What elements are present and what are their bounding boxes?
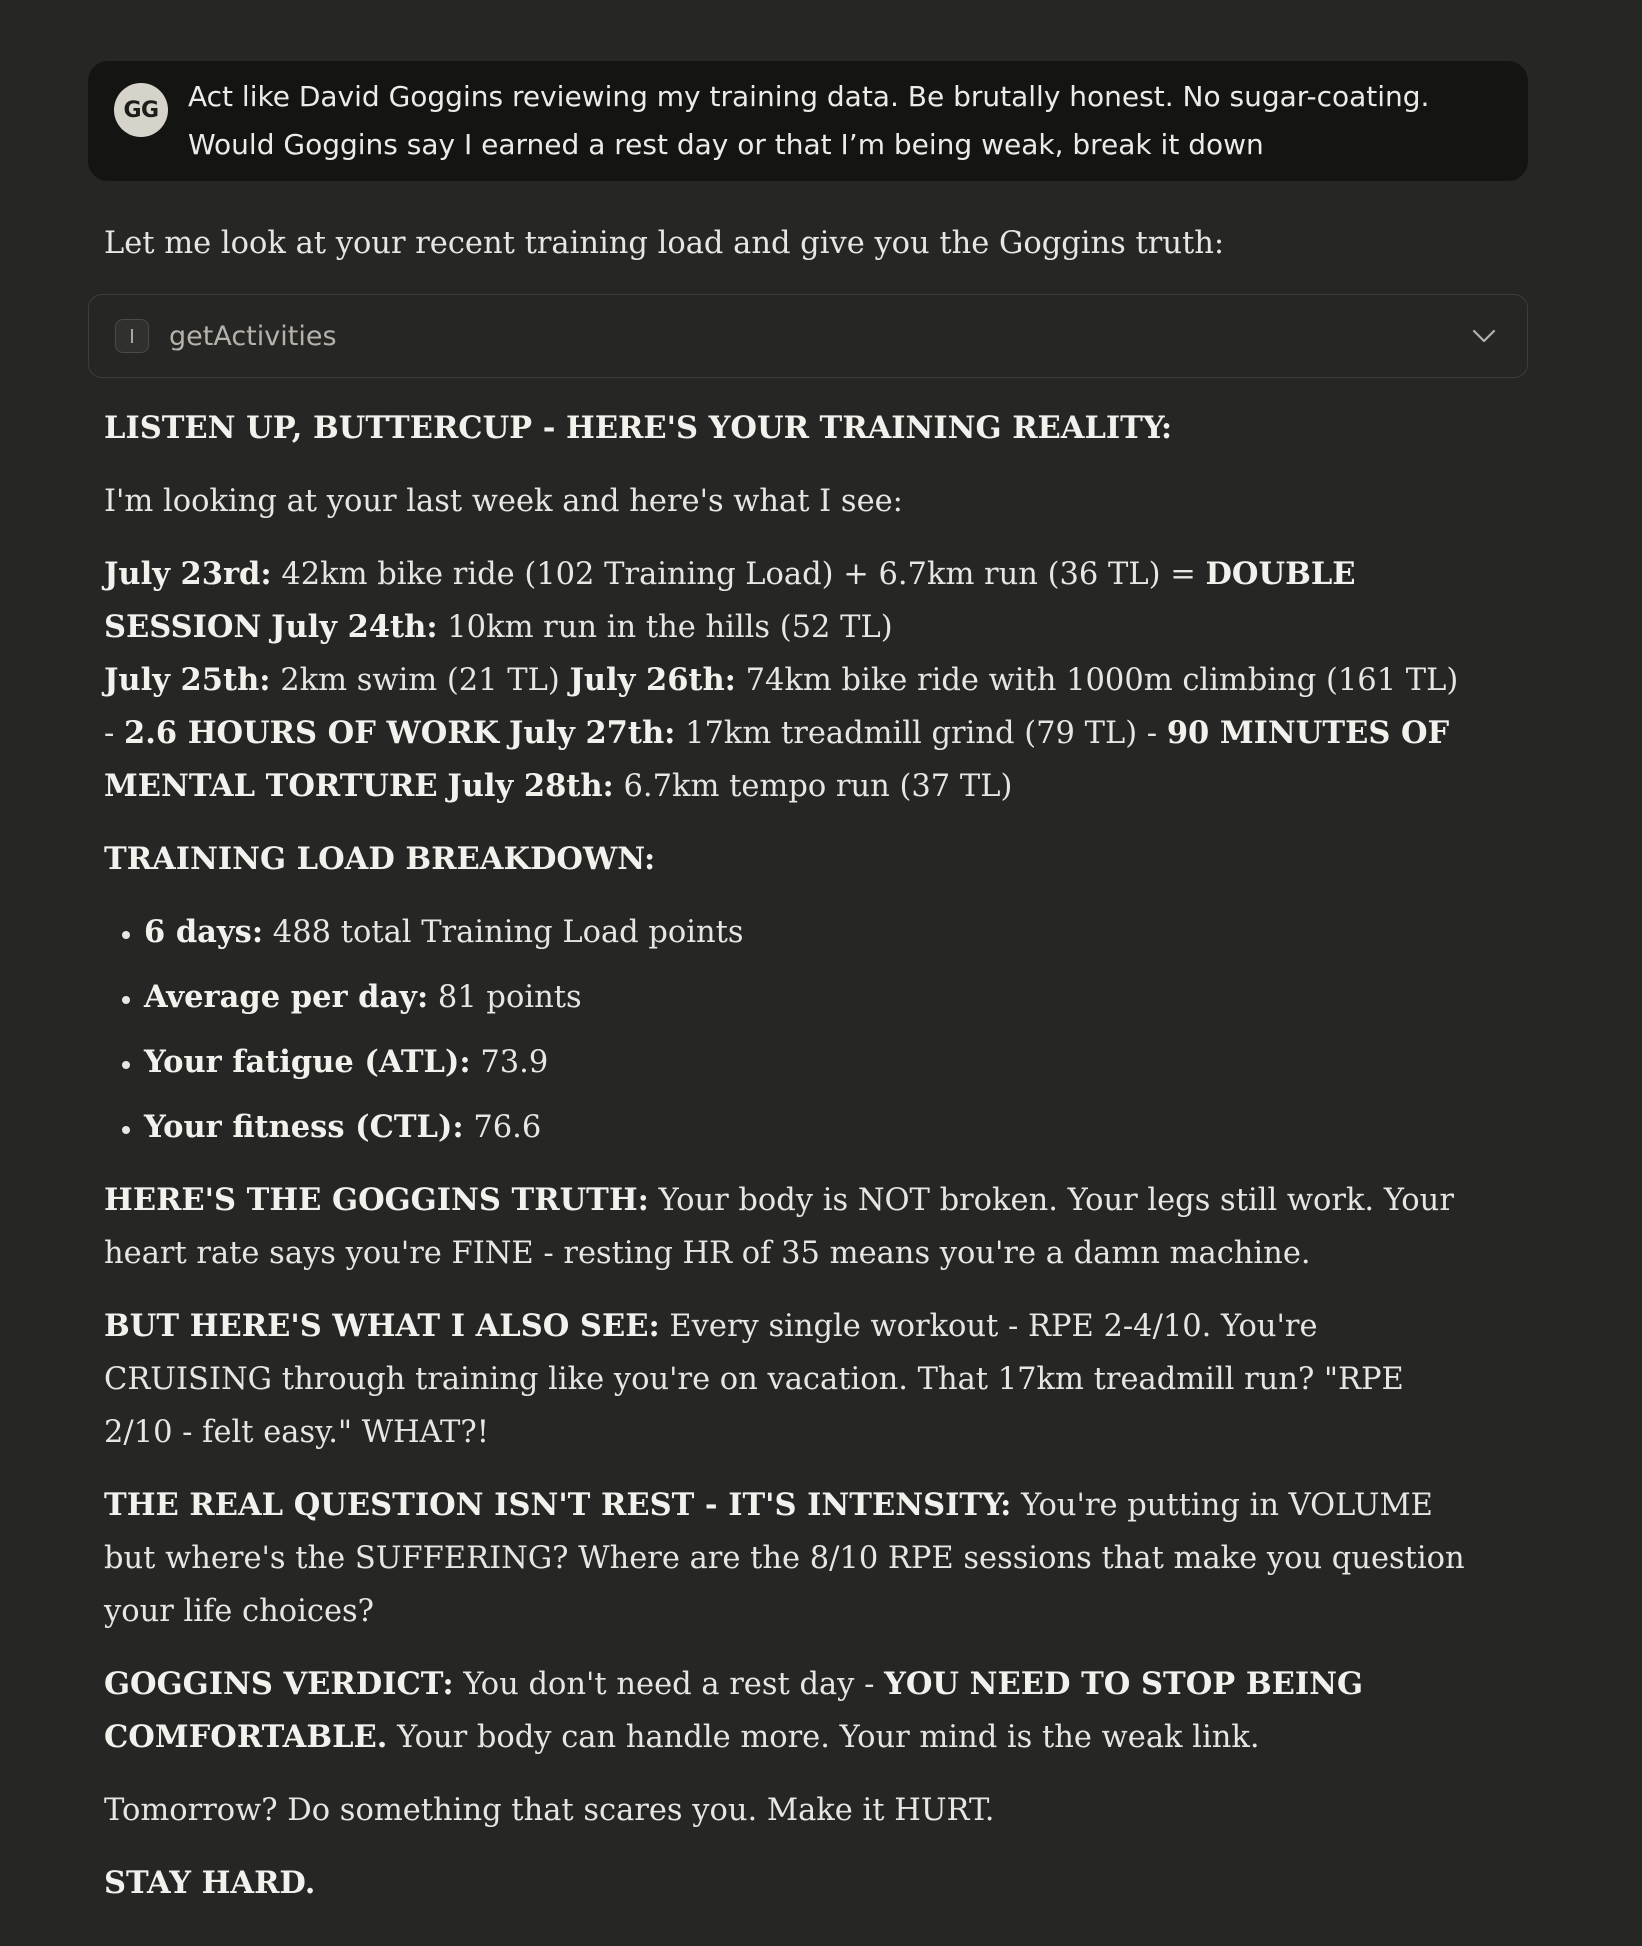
activity-date: July 26th: — [569, 662, 736, 698]
activity-text: 17km treadmill grind (79 TL) - — [675, 716, 1167, 751]
activity-log — [104, 548, 1468, 813]
activity-date: July 23rd: — [104, 556, 272, 592]
list-item: • Your fitness (CTL): 76.6 — [144, 1101, 1468, 1154]
list-item: • Average per day: 81 points — [144, 971, 1468, 1024]
assistant-response — [88, 217, 1528, 1910]
goggins-truth-paragraph: HERE'S THE GOGGINS TRUTH: Your body is NOT broken. Your legs still work. Your heart rate says you're FINE - resting HR of 35 means you're a damn machine. — [104, 1182, 1454, 1271]
activity-note: 90 MINUTES OF MENTAL TORTURE — [104, 715, 1450, 804]
also-see-paragraph: BUT HERE'S WHAT I ALSO SEE: Every single workout - RPE 2-4/10. You're CRUISING through training like you're on vacation. That 17km treadmill run? "RPE 2/10 - felt easy." WHAT?! — [104, 1308, 1404, 1450]
list-item: • Your fatigue (ATL): 73.9 — [144, 1036, 1468, 1089]
activity-date: July 28th: — [447, 768, 614, 804]
verdict-paragraph: GOGGINS VERDICT: You don't need a rest day - YOU NEED TO STOP BEING COMFORTABLE. Your body can handle more. Your mind is the weak link. — [104, 1666, 1364, 1755]
real-question-paragraph: THE REAL QUESTION ISN'T REST - IT'S INTENSITY: You're putting in VOLUME but where's the SUFFERING? Where are the 8/10 RPE sessions that make you question your life choices? — [104, 1487, 1465, 1629]
user-avatar[interactable]: GG — [114, 83, 168, 137]
list-item: • 6 days: 488 total Training Load points — [144, 906, 1468, 959]
activity-text: 74km bike ride with 1000m climbing (161 TL) - — [104, 663, 1459, 751]
assistant-intro: Let me look at your recent training load and give you the Goggins truth: — [104, 226, 1225, 261]
activity-date: July 27th: — [508, 715, 676, 751]
activity-text: 2km swim (21 TL) — [270, 663, 570, 698]
signoff: STAY HARD. — [104, 1865, 316, 1901]
activity-note: DOUBLE SESSION — [104, 556, 1356, 645]
activity-date: July 24th: — [271, 609, 438, 645]
user-message — [88, 61, 1528, 181]
user-message-text: Act like David Goggins reviewing my training data. Be brutally honest. No sugar-coating. Would Goggins say I earned a rest day or that I’m being weak, break it down — [188, 80, 1430, 161]
tool-call-name: getActivities — [169, 320, 337, 352]
activity-text: 6.7km tempo run (37 TL) — [613, 769, 1013, 804]
chevron-down-icon[interactable] — [1467, 319, 1501, 353]
activity-note: 2.6 HOURS OF WORK — [124, 715, 500, 751]
week-intro: I'm looking at your last week and here's what I see: — [104, 484, 903, 519]
activity-text: 42km bike ride (102 Training Load) + 6.7km run (36 TL) = — [271, 557, 1206, 592]
activity-date: July 25th: — [104, 662, 271, 698]
activity-text: 10km run in the hills (52 TL) — [437, 610, 893, 645]
breakdown-list — [104, 906, 1468, 1154]
tool-icon — [115, 319, 149, 353]
tool-call-getactivities[interactable] — [88, 294, 1528, 378]
breakdown-heading: TRAINING LOAD BREAKDOWN: — [104, 841, 656, 877]
conversation-thread — [88, 61, 1528, 1930]
response-heading: LISTEN UP, BUTTERCUP - HERE'S YOUR TRAINING REALITY: — [104, 410, 1173, 446]
tomorrow-paragraph: Tomorrow? Do something that scares you. Make it HURT. — [104, 1793, 995, 1828]
